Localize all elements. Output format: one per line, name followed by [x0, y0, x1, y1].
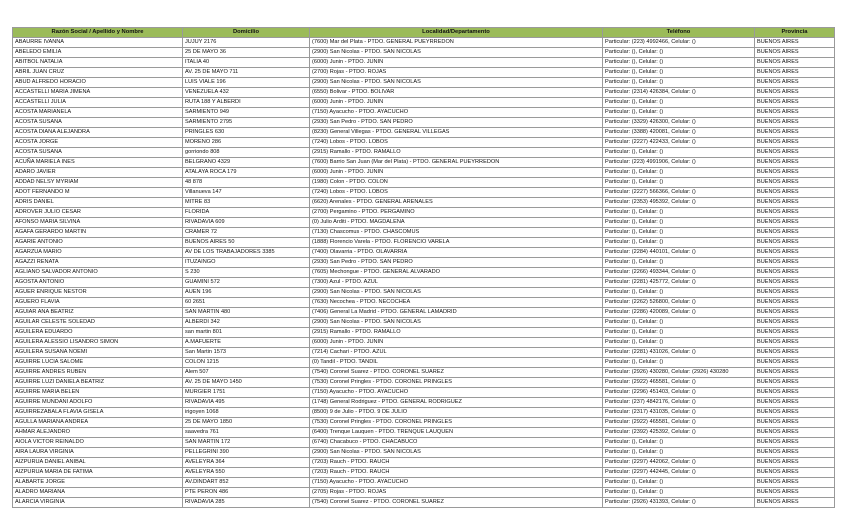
table-row — [13, 338, 835, 348]
table-row — [13, 218, 835, 228]
province-cell[interactable]: BUENOS AIRES — [755, 398, 835, 408]
name-cell[interactable]: ACCASTELLI JULIA — [13, 98, 183, 108]
table-row — [13, 198, 835, 208]
address-cell[interactable]: San Martin 1573 — [183, 348, 310, 358]
locality-cell[interactable]: (7150) Ayacucho - PTDO. AYACUCHO — [310, 478, 603, 488]
locality-cell[interactable]: (2900) San Nicolas - PTDO. SAN NICOLAS — [310, 288, 603, 298]
province-cell[interactable]: BUENOS AIRES — [755, 268, 835, 278]
phone-cell[interactable]: Particular: (2296) 451403, Celular: () — [603, 388, 755, 398]
province-cell[interactable]: BUENOS AIRES — [755, 358, 835, 368]
phone-cell[interactable]: Particular: (), Celular: () — [603, 238, 755, 248]
locality-cell[interactable]: (7240) Lobos - PTDO. LOBOS — [310, 188, 603, 198]
address-cell[interactable]: SAN MARTIN 172 — [183, 438, 310, 448]
table-row — [13, 408, 835, 418]
address-cell[interactable]: MITRE 83 — [183, 198, 310, 208]
table-row — [13, 478, 835, 488]
province-cell[interactable]: BUENOS AIRES — [755, 78, 835, 88]
locality-cell[interactable]: (7600) Mar del Plata - PTDO. GENERAL PUEYRREDON — [310, 38, 603, 48]
name-cell[interactable]: ACOSTA SUSANA — [13, 118, 183, 128]
table-row — [13, 208, 835, 218]
province-cell[interactable]: BUENOS AIRES — [755, 88, 835, 98]
province-cell[interactable]: BUENOS AIRES — [755, 48, 835, 58]
phone-cell[interactable]: Particular: (2926) 431393, Celular: () — [603, 498, 755, 508]
phone-cell[interactable]: Particular: (2227) 566366, Celular: () — [603, 188, 755, 198]
column-header-province[interactable]: Provincia — [755, 28, 835, 38]
table-row — [13, 368, 835, 378]
name-cell[interactable]: AGARIE ANTONIO — [13, 238, 183, 248]
address-cell[interactable]: A.MAFUERTE — [183, 338, 310, 348]
province-cell[interactable]: BUENOS AIRES — [755, 388, 835, 398]
table-row — [13, 128, 835, 138]
locality-cell[interactable]: (6550) Bolivar - PTDO. BOLIVAR — [310, 88, 603, 98]
table-row — [13, 488, 835, 498]
province-cell[interactable]: BUENOS AIRES — [755, 428, 835, 438]
locality-cell[interactable]: (8230) General Villegas - PTDO. GENERAL VILLEGAS — [310, 128, 603, 138]
name-cell[interactable]: AIZPURUA DANIEL ANIBAL — [13, 458, 183, 468]
province-cell[interactable]: BUENOS AIRES — [755, 108, 835, 118]
locality-cell[interactable]: (7300) Azul - PTDO. AZUL — [310, 278, 603, 288]
phone-cell[interactable]: Particular: (), Celular: () — [603, 288, 755, 298]
table-row — [13, 438, 835, 448]
address-cell[interactable]: BELGRANO 4329 — [183, 158, 310, 168]
phone-cell[interactable]: Particular: (), Celular: () — [603, 478, 755, 488]
locality-cell[interactable]: (2705) Rojas - PTDO. ROJAS — [310, 488, 603, 498]
table-row — [13, 308, 835, 318]
table-row — [13, 68, 835, 78]
province-cell[interactable]: BUENOS AIRES — [755, 298, 835, 308]
address-cell[interactable]: Alem 507 — [183, 368, 310, 378]
locality-cell[interactable]: (7630) Necochea - PTDO. NECOCHEA — [310, 298, 603, 308]
address-cell[interactable]: irigoyen 1068 — [183, 408, 310, 418]
table-row — [13, 378, 835, 388]
phone-cell[interactable]: Particular: (), Celular: () — [603, 218, 755, 228]
province-cell[interactable]: BUENOS AIRES — [755, 418, 835, 428]
phone-cell[interactable]: Particular: (223) 4992466, Celular: () — [603, 38, 755, 48]
locality-cell[interactable]: (8500) 9 de Julio - PTDO. 9 DE JULIO — [310, 408, 603, 418]
name-cell[interactable]: AGUIRRE MARIA BELEN — [13, 388, 183, 398]
address-cell[interactable]: AV.DINDART 852 — [183, 478, 310, 488]
phone-cell[interactable]: Particular: (), Celular: () — [603, 48, 755, 58]
phone-cell[interactable]: Particular: (), Celular: () — [603, 68, 755, 78]
phone-cell[interactable]: Particular: (2266) 493344, Celular: () — [603, 268, 755, 278]
address-cell[interactable]: ATALAYA ROCA 179 — [183, 168, 310, 178]
table-row — [13, 398, 835, 408]
locality-cell[interactable]: (7540) Coronel Suarez - PTDO. CORONEL SUAREZ — [310, 368, 603, 378]
province-cell[interactable]: BUENOS AIRES — [755, 228, 835, 238]
phone-cell[interactable]: Particular: (2317) 431035, Celular: () — [603, 408, 755, 418]
address-cell[interactable]: ITUZAINGO — [183, 258, 310, 268]
table-row — [13, 158, 835, 168]
phone-cell[interactable]: Particular: (2392) 425392, Celular: () — [603, 428, 755, 438]
locality-cell[interactable]: (2900) San Nicolas - PTDO. SAN NICOLAS — [310, 48, 603, 58]
name-cell[interactable]: AGUIRRE LUZI DANIELA BEATRIZ — [13, 378, 183, 388]
name-cell[interactable]: ABAURRE IVANNA — [13, 38, 183, 48]
locality-cell[interactable]: (7240) Lobos - PTDO. LOBOS — [310, 138, 603, 148]
name-cell[interactable]: AIOLA VICTOR REINALDO — [13, 438, 183, 448]
name-cell[interactable]: AGUIRRE MUNDANI ADOLFO — [13, 398, 183, 408]
phone-cell[interactable]: Particular: (), Celular: () — [603, 328, 755, 338]
phone-cell[interactable]: Particular: (2284) 440101, Celular: () — [603, 248, 755, 258]
phone-cell[interactable]: Particular: (), Celular: () — [603, 358, 755, 368]
table-row — [13, 168, 835, 178]
name-cell[interactable]: AGOSTA ANTONIO — [13, 278, 183, 288]
table-row — [13, 428, 835, 438]
name-cell[interactable]: ACCASTELLI MARIA JIMENA — [13, 88, 183, 98]
table-row — [13, 498, 835, 508]
phone-cell[interactable]: Particular: (), Celular: () — [603, 58, 755, 68]
locality-cell[interactable]: (0) Julio Arditi - PTDO. MAGDALENA — [310, 218, 603, 228]
name-cell[interactable]: AHMAR ALEJANDRO — [13, 428, 183, 438]
locality-cell[interactable]: (2700) Pergamino - PTDO. PERGAMINO — [310, 208, 603, 218]
table-row — [13, 248, 835, 258]
phone-cell[interactable]: Particular: (2281) 425772, Celular: () — [603, 278, 755, 288]
table-row — [13, 458, 835, 468]
province-cell[interactable]: BUENOS AIRES — [755, 328, 835, 338]
contacts-table — [12, 27, 835, 508]
locality-cell[interactable]: (6740) Chacabuco - PTDO. CHACABUCO — [310, 438, 603, 448]
locality-cell[interactable]: (1980) Colon - PTDO. COLON — [310, 178, 603, 188]
address-cell[interactable]: LUIS VIALE 196 — [183, 78, 310, 88]
name-cell[interactable]: AIRA LAURA VIRGINIA — [13, 448, 183, 458]
address-cell[interactable]: RUTA 188 Y ALBERDI — [183, 98, 310, 108]
name-cell[interactable]: ADDAD NELSY MYRIAM — [13, 178, 183, 188]
province-cell[interactable]: BUENOS AIRES — [755, 408, 835, 418]
locality-cell[interactable]: (7600) Barrio San Juan (Mar del Plata) - PTDO. GENERAL PUEYRREDON — [310, 158, 603, 168]
locality-cell[interactable]: (1888) Florencio Varela - PTDO. FLORENCIO VARELA — [310, 238, 603, 248]
phone-cell[interactable]: Particular: (), Celular: () — [603, 258, 755, 268]
province-cell[interactable]: BUENOS AIRES — [755, 338, 835, 348]
name-cell[interactable]: ALARCIA VIRGINIA — [13, 498, 183, 508]
phone-cell[interactable]: Particular: (), Celular: () — [603, 98, 755, 108]
header-row — [13, 28, 835, 38]
table-row — [13, 318, 835, 328]
table-row — [13, 188, 835, 198]
phone-cell[interactable]: Particular: (), Celular: () — [603, 488, 755, 498]
name-cell[interactable]: ABELEDO EMILIA — [13, 48, 183, 58]
phone-cell[interactable]: Particular: (2314) 426384, Celular: () — [603, 88, 755, 98]
locality-cell[interactable]: (7530) Coronel Pringles - PTDO. CORONEL PRINGLES — [310, 378, 603, 388]
locality-cell[interactable]: (6000) Junin - PTDO. JUNIN — [310, 168, 603, 178]
address-cell[interactable]: 60 2651 — [183, 298, 310, 308]
phone-cell[interactable]: Particular: (), Celular: () — [603, 208, 755, 218]
locality-cell[interactable]: (7605) Mechongue - PTDO. GENERAL ALVARADO — [310, 268, 603, 278]
address-cell[interactable]: RIVADAVIA 285 — [183, 498, 310, 508]
name-cell[interactable]: ADROVER JULIO CESAR — [13, 208, 183, 218]
phone-cell[interactable]: Particular: (), Celular: () — [603, 108, 755, 118]
name-cell[interactable]: AGUIAR ANA BEATRIZ — [13, 308, 183, 318]
locality-cell[interactable]: (0) Tandil - PTDO. TANDIL — [310, 358, 603, 368]
address-cell[interactable]: PELLEGRINI 390 — [183, 448, 310, 458]
address-cell[interactable]: san martin 801 — [183, 328, 310, 338]
name-cell[interactable]: AIZPURUA MARIA DE FATIMA — [13, 468, 183, 478]
address-cell[interactable]: PRINGLES 630 — [183, 128, 310, 138]
phone-cell[interactable]: Particular: (2286) 420089, Celular: () — [603, 308, 755, 318]
province-cell[interactable]: BUENOS AIRES — [755, 168, 835, 178]
table-row — [13, 418, 835, 428]
phone-cell[interactable]: Particular: (), Celular: () — [603, 178, 755, 188]
address-cell[interactable]: S 230 — [183, 268, 310, 278]
name-cell[interactable]: AGUILERA ALESSIO LISANDRO SIMON — [13, 338, 183, 348]
table-row — [13, 108, 835, 118]
table-row — [13, 268, 835, 278]
phone-cell[interactable]: Particular: (2922) 465581, Celular: () — [603, 418, 755, 428]
phone-cell[interactable]: Particular: (2353) 495392, Celular: () — [603, 198, 755, 208]
province-cell[interactable]: BUENOS AIRES — [755, 448, 835, 458]
table-row — [13, 348, 835, 358]
phone-cell[interactable]: Particular: (2297) 442445, Celular: () — [603, 468, 755, 478]
address-cell[interactable]: MORENO 286 — [183, 138, 310, 148]
province-cell[interactable]: BUENOS AIRES — [755, 138, 835, 148]
name-cell[interactable]: AGLIANO SALVADOR ANTONIO — [13, 268, 183, 278]
province-cell[interactable]: BUENOS AIRES — [755, 438, 835, 448]
province-cell[interactable]: BUENOS AIRES — [755, 248, 835, 258]
table-row — [13, 38, 835, 48]
name-cell[interactable]: ABITBOL NATALIA — [13, 58, 183, 68]
phone-cell[interactable]: Particular: (), Celular: () — [603, 228, 755, 238]
province-cell[interactable]: BUENOS AIRES — [755, 288, 835, 298]
address-cell[interactable]: COLON 1215 — [183, 358, 310, 368]
name-cell[interactable]: AGUIRRE ANDRES RUBEN — [13, 368, 183, 378]
address-cell[interactable]: gorriondo 808 — [183, 148, 310, 158]
phone-cell[interactable]: Particular: (), Celular: () — [603, 78, 755, 88]
table-row — [13, 48, 835, 58]
phone-cell[interactable]: Particular: (237) 4842176, Celular: () — [603, 398, 755, 408]
province-cell[interactable]: BUENOS AIRES — [755, 498, 835, 508]
name-cell[interactable]: ALABARTE JORGE — [13, 478, 183, 488]
phone-cell[interactable]: Particular: (2926) 430280, Celular: (2926) 430280 — [603, 368, 755, 378]
address-cell[interactable]: AV. 25 DE MAYO 711 — [183, 68, 310, 78]
name-cell[interactable]: ACOSTA JORGE — [13, 138, 183, 148]
locality-cell[interactable]: (7150) Ayacucho - PTDO. AYACUCHO — [310, 388, 603, 398]
address-cell[interactable]: SARMIENTO 949 — [183, 108, 310, 118]
province-cell[interactable]: BUENOS AIRES — [755, 58, 835, 68]
name-cell[interactable]: ACOSTA SUSANA — [13, 148, 183, 158]
address-cell[interactable]: RIVADAVIA 609 — [183, 218, 310, 228]
column-header-name[interactable]: Razón Social / Apellido y Nombre — [13, 28, 183, 38]
table-row — [13, 148, 835, 158]
phone-cell[interactable]: Particular: (), Celular: () — [603, 148, 755, 158]
locality-cell[interactable]: (2915) Ramallo - PTDO. RAMALLO — [310, 148, 603, 158]
locality-cell[interactable]: (2900) San Nicolas - PTDO. SAN NICOLAS — [310, 448, 603, 458]
address-cell[interactable]: SAN MARTIN 480 — [183, 308, 310, 318]
address-cell[interactable]: VENEZUELA 432 — [183, 88, 310, 98]
province-cell[interactable]: BUENOS AIRES — [755, 158, 835, 168]
address-cell[interactable]: saavedra 761 — [183, 428, 310, 438]
locality-cell[interactable]: (7150) Ayacucho - PTDO. AYACUCHO — [310, 108, 603, 118]
address-cell[interactable]: ALBERDI 342 — [183, 318, 310, 328]
table-row — [13, 298, 835, 308]
province-cell[interactable]: BUENOS AIRES — [755, 128, 835, 138]
province-cell[interactable]: BUENOS AIRES — [755, 278, 835, 288]
province-cell[interactable]: BUENOS AIRES — [755, 348, 835, 358]
address-cell[interactable]: JUJUY 2176 — [183, 38, 310, 48]
name-cell[interactable]: AGULLA MARIANA ANDREA — [13, 418, 183, 428]
locality-cell[interactable]: (2930) San Pedro - PTDO. SAN PEDRO — [310, 258, 603, 268]
name-cell[interactable]: ADRIS DANIEL — [13, 198, 183, 208]
name-cell[interactable]: AGUER ENRIQUE NESTOR — [13, 288, 183, 298]
locality-cell[interactable]: (6400) Trenque Lauquen - PTDO. TRENQUE LAUQUEN — [310, 428, 603, 438]
address-cell[interactable]: MURGIER 1751 — [183, 388, 310, 398]
address-cell[interactable]: AVELEYRA 550 — [183, 468, 310, 478]
address-cell[interactable]: FLORIDA — [183, 208, 310, 218]
locality-cell[interactable]: (7214) Cachari - PTDO. AZUL — [310, 348, 603, 358]
province-cell[interactable]: BUENOS AIRES — [755, 458, 835, 468]
address-cell[interactable]: AUEN 196 — [183, 288, 310, 298]
table-row — [13, 98, 835, 108]
name-cell[interactable]: ACOSTA DIANA ALEJANDRA — [13, 128, 183, 138]
address-cell[interactable]: BUENOS AIRES 50 — [183, 238, 310, 248]
phone-cell[interactable]: Particular: (2262) 526800, Celular: () — [603, 298, 755, 308]
table-row — [13, 228, 835, 238]
locality-cell[interactable]: (7130) Chascomus - PTDO. CHASCOMUS — [310, 228, 603, 238]
province-cell[interactable]: BUENOS AIRES — [755, 148, 835, 158]
name-cell[interactable]: AGUIRRE LUCIA SALOME — [13, 358, 183, 368]
province-cell[interactable]: BUENOS AIRES — [755, 368, 835, 378]
table-row — [13, 448, 835, 458]
address-cell[interactable]: RIVADAVIA 495 — [183, 398, 310, 408]
locality-cell[interactable]: (2930) San Pedro - PTDO. SAN PEDRO — [310, 118, 603, 128]
column-header-phone[interactable]: Teléfono — [603, 28, 755, 38]
name-cell[interactable]: AGUILAR CELESTE SOLEDAD — [13, 318, 183, 328]
table-row — [13, 288, 835, 298]
province-cell[interactable]: BUENOS AIRES — [755, 68, 835, 78]
name-cell[interactable]: ALADRO MARIANA — [13, 488, 183, 498]
locality-cell[interactable]: (2900) San Nicolas - PTDO. SAN NICOLAS — [310, 78, 603, 88]
province-cell[interactable]: BUENOS AIRES — [755, 198, 835, 208]
phone-cell[interactable]: Particular: (2922) 465581, Celular: () — [603, 378, 755, 388]
address-cell[interactable]: CRAMER 72 — [183, 228, 310, 238]
name-cell[interactable]: ADARO JAVIER — [13, 168, 183, 178]
table-row — [13, 138, 835, 148]
locality-cell[interactable]: (6000) Junin - PTDO. JUNIN — [310, 98, 603, 108]
locality-cell[interactable]: (6620) Arenales - PTDO. GENERAL ARENALES — [310, 198, 603, 208]
table-row — [13, 78, 835, 88]
province-cell[interactable]: BUENOS AIRES — [755, 378, 835, 388]
locality-cell[interactable]: (7203) Rauch - PTDO. RAUCH — [310, 458, 603, 468]
province-cell[interactable]: BUENOS AIRES — [755, 318, 835, 328]
table-row — [13, 178, 835, 188]
name-cell[interactable]: AGUERO FLAVIA — [13, 298, 183, 308]
phone-cell[interactable]: Particular: (3329) 426300, Celular: () — [603, 118, 755, 128]
locality-cell[interactable]: (7400) Olavarria - PTDO. OLAVARRIA — [310, 248, 603, 258]
province-cell[interactable]: BUENOS AIRES — [755, 258, 835, 268]
name-cell[interactable]: AGARZUA MARIO — [13, 248, 183, 258]
province-cell[interactable]: BUENOS AIRES — [755, 208, 835, 218]
table-row — [13, 258, 835, 268]
column-header-locality[interactable]: Localidad/Departamento — [310, 28, 603, 38]
phone-cell[interactable]: Particular: (), Celular: () — [603, 448, 755, 458]
locality-cell[interactable]: (6000) Junin - PTDO. JUNIN — [310, 58, 603, 68]
locality-cell[interactable]: (6000) Junin - PTDO. JUNIN — [310, 338, 603, 348]
province-cell[interactable]: BUENOS AIRES — [755, 98, 835, 108]
address-cell[interactable]: PTE PERON 486 — [183, 488, 310, 498]
phone-cell[interactable]: Particular: (2227) 422433, Celular: () — [603, 138, 755, 148]
table-row — [13, 328, 835, 338]
address-cell[interactable]: SARMIENTO 2795 — [183, 118, 310, 128]
address-cell[interactable]: Villanueva 147 — [183, 188, 310, 198]
province-cell[interactable]: BUENOS AIRES — [755, 178, 835, 188]
locality-cell[interactable]: (7540) Coronel Suarez - PTDO. CORONEL SUAREZ — [310, 498, 603, 508]
name-cell[interactable]: AGUILERA SUSANA NOEMI — [13, 348, 183, 358]
table-row — [13, 358, 835, 368]
province-cell[interactable]: BUENOS AIRES — [755, 118, 835, 128]
phone-cell[interactable]: Particular: (), Celular: () — [603, 438, 755, 448]
phone-cell[interactable]: Particular: (2297) 442062, Celular: () — [603, 458, 755, 468]
name-cell[interactable]: AGUIRREZABALA FLAVIA GISELA — [13, 408, 183, 418]
locality-cell[interactable]: (2900) San Nicolas - PTDO. SAN NICOLAS — [310, 318, 603, 328]
province-cell[interactable]: BUENOS AIRES — [755, 188, 835, 198]
name-cell[interactable]: AGAFA GERARDO MARTIN — [13, 228, 183, 238]
name-cell[interactable]: ACUÑA MARIELA INES — [13, 158, 183, 168]
province-cell[interactable]: BUENOS AIRES — [755, 238, 835, 248]
column-header-address[interactable]: Domicilio — [183, 28, 310, 38]
address-cell[interactable]: AVELEYRA 364 — [183, 458, 310, 468]
address-cell[interactable]: 25 DE MAYO 1850 — [183, 418, 310, 428]
phone-cell[interactable]: Particular: (3388) 420081, Celular: () — [603, 128, 755, 138]
address-cell[interactable]: AV. 25 DE MAYO 1450 — [183, 378, 310, 388]
name-cell[interactable]: ACOSTA MARIANELA — [13, 108, 183, 118]
province-cell[interactable]: BUENOS AIRES — [755, 38, 835, 48]
address-cell[interactable]: GUAMINI 572 — [183, 278, 310, 288]
table-row — [13, 278, 835, 288]
locality-cell[interactable]: (1748) General Rodriguez - PTDO. GENERAL RODRIGUEZ — [310, 398, 603, 408]
name-cell[interactable]: AFONSO MARIA SILVINA — [13, 218, 183, 228]
name-cell[interactable]: AGAZZI RENATA — [13, 258, 183, 268]
table-row — [13, 118, 835, 128]
name-cell[interactable]: ADOT FERNANDO M — [13, 188, 183, 198]
province-cell[interactable]: BUENOS AIRES — [755, 488, 835, 498]
address-cell[interactable]: 25 DE MAYO 36 — [183, 48, 310, 58]
phone-cell[interactable]: Particular: (), Celular: () — [603, 318, 755, 328]
address-cell[interactable]: AV DE LOS TRABAJADORES 3385 — [183, 248, 310, 258]
province-cell[interactable]: BUENOS AIRES — [755, 218, 835, 228]
name-cell[interactable]: ABUD ALFREDO HORACIO — [13, 78, 183, 88]
table-row — [13, 468, 835, 478]
table-row — [13, 88, 835, 98]
phone-cell[interactable]: Particular: (223) 4991906, Celular: () — [603, 158, 755, 168]
locality-cell[interactable]: (7530) Coronel Pringles - PTDO. CORONEL PRINGLES — [310, 418, 603, 428]
phone-cell[interactable]: Particular: (), Celular: () — [603, 168, 755, 178]
table-row — [13, 58, 835, 68]
phone-cell[interactable]: Particular: (2281) 431026, Celular: () — [603, 348, 755, 358]
province-cell[interactable]: BUENOS AIRES — [755, 308, 835, 318]
locality-cell[interactable]: (7203) Rauch - PTDO. RAUCH — [310, 468, 603, 478]
address-cell[interactable]: ITALIA 40 — [183, 58, 310, 68]
province-cell[interactable]: BUENOS AIRES — [755, 478, 835, 488]
table-row — [13, 388, 835, 398]
table-row — [13, 238, 835, 248]
locality-cell[interactable]: (2915) Ramallo - PTDO. RAMALLO — [310, 328, 603, 338]
locality-cell[interactable]: (7406) General La Madrid - PTDO. GENERAL LAMADRID — [310, 308, 603, 318]
phone-cell[interactable]: Particular: (), Celular: () — [603, 338, 755, 348]
province-cell[interactable]: BUENOS AIRES — [755, 468, 835, 478]
name-cell[interactable]: AGUILERA EDUARDO — [13, 328, 183, 338]
address-cell[interactable]: 48 878 — [183, 178, 310, 188]
locality-cell[interactable]: (2700) Rojas - PTDO. ROJAS — [310, 68, 603, 78]
name-cell[interactable]: ABRIL JUAN CRUZ — [13, 68, 183, 78]
